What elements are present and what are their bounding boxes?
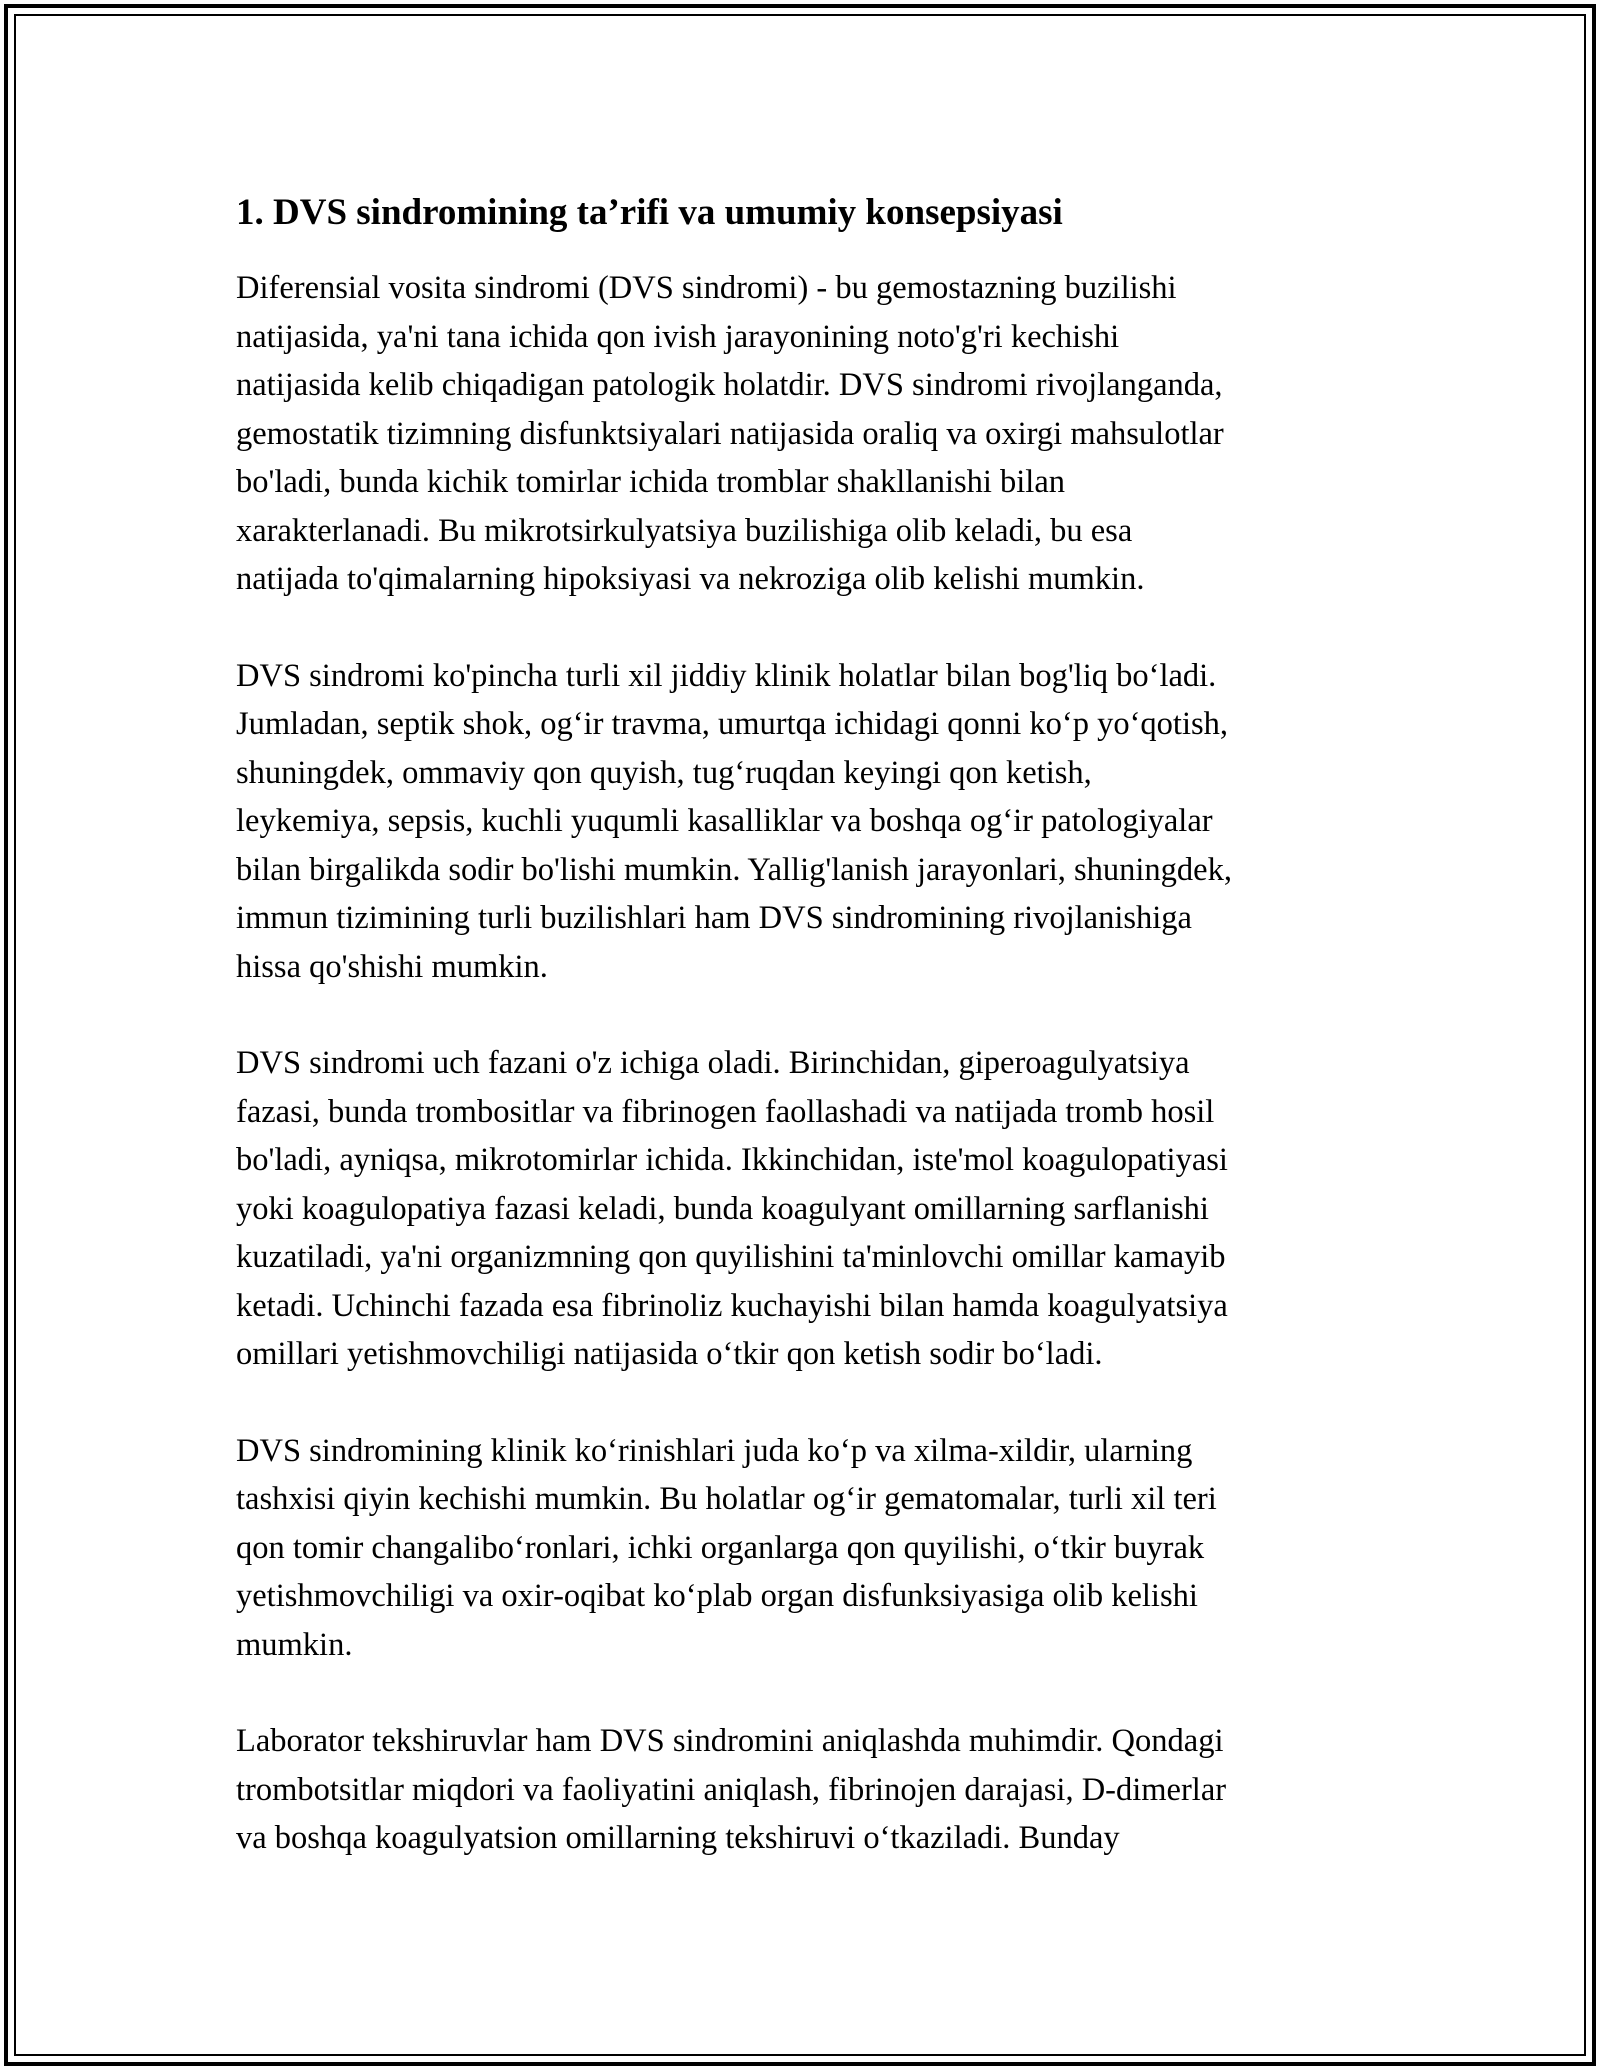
text-line: natijasida kelib chiqadigan patologik holatdir. DVS sindromi rivojlanganda, — [236, 367, 1223, 403]
text-line: ketadi. Uchinchi fazada esa fibrinoliz kuchayishi bilan hamda koagulyatsiya — [236, 1287, 1228, 1324]
paragraph-phases — [236, 1039, 1366, 1379]
text-line: Jumladan, septik shok, og‘ir travma, umurtqa ichidagi qonni ko‘p yo‘qotish, — [236, 706, 1228, 742]
document-body — [236, 186, 1366, 1911]
text-line: DVS sindromi uch fazani o'z ichiga oladi. Birinchidan, giperoagulyatsiya — [236, 1045, 1190, 1081]
text-line: va boshqa koagulyatsion omillarning tekshiruvi o‘tkaziladi. Bunday — [236, 1820, 1120, 1856]
text-line: omillari yetishmovchiligi natijasida o‘tkir qon ketish sodir bo‘ladi. — [236, 1336, 1103, 1372]
text-line: tashxisi qiyin kechishi mumkin. Bu holatlar og‘ir gematomalar, turli xil teri — [236, 1481, 1217, 1517]
text-line: yoki koagulopatiya fazasi keladi, bunda koagulyant omillarning sarflanishi — [236, 1190, 1209, 1227]
text-line: yetishmovchiligi va oxir-oqibat ko‘plab organ disfunksiyasiga olib kelishi — [236, 1578, 1198, 1614]
text-line: xarakterlanadi. Bu mikrotsirkulyatsiya buzilishiga olib keladi, bu esa — [236, 512, 1133, 549]
text-line: trombotsitlar miqdori va faoliyatini aniqlash, fibrinojen darajasi, D-dimerlar — [236, 1771, 1227, 1808]
text-line: bo'ladi, ayniqsa, mikrotomirlar ichida. Ikkinchidan, iste'mol koagulopatiyasi — [236, 1142, 1228, 1178]
text-line: hissa qo'shishi mumkin. — [236, 948, 548, 985]
text-line: DVS sindromining klinik ko‘rinishlari juda ko‘p va xilma-xildir, ularning — [236, 1432, 1193, 1469]
section-heading: 1. DVS sindromining ta’rifi va umumiy konsepsiyasi — [236, 192, 1063, 233]
text-line: natijada to'qimalarning hipoksiyasi va nekroziga olib kelishi mumkin. — [236, 561, 1145, 597]
paragraph-definition — [236, 264, 1366, 604]
text-line: fazasi, bunda trombositlar va fibrinogen faollashadi va natijada tromb hosil — [236, 1093, 1215, 1130]
text-line: shuningdek, ommaviy qon quyish, tug‘ruqdan keyingi qon ketish, — [236, 754, 1092, 791]
text-line: kuzatiladi, ya'ni organizmning qon quyilishini ta'minlovchi omillar kamayib — [236, 1239, 1226, 1275]
text-line: leykemiya, sepsis, kuchli yuqumli kasalliklar va boshqa og‘ir patologiyalar — [236, 803, 1213, 839]
text-line: Diferensial vosita sindromi (DVS sindromi) - bu gemostazning buzilishi — [236, 270, 1177, 306]
paragraph-clinical-associations — [236, 652, 1366, 992]
text-line: immun tizimining turli buzilishlari ham DVS sindromining rivojlanishiga — [236, 900, 1192, 936]
text-line: bo'ladi, bunda kichik tomirlar ichida tromblar shakllanishi bilan — [236, 464, 1066, 500]
text-line: Laborator tekshiruvlar ham DVS sindromini aniqlashda muhimdir. Qondagi — [236, 1723, 1224, 1759]
text-line: qon tomir changalibo‘ronlari, ichki organlarga qon quyilishi, o‘tkir buyrak — [236, 1529, 1205, 1566]
paragraph-clinical-signs — [236, 1427, 1366, 1670]
text-line: bilan birgalikda sodir bo'lishi mumkin. Yallig'lanish jarayonlari, shuningdek, — [236, 851, 1232, 888]
text-line: gemostatik tizimning disfunktsiyalari natijasida oraliq va oxirgi mahsulotlar — [236, 415, 1224, 452]
paragraph-laboratory — [236, 1717, 1366, 1863]
text-line: DVS sindromi ko'pincha turli xil jiddiy klinik holatlar bilan bog'liq bo‘ladi. — [236, 657, 1217, 694]
text-line: natijasida, ya'ni tana ichida qon ivish jarayonining noto'g'ri kechishi — [236, 318, 1120, 355]
text-line: mumkin. — [236, 1626, 353, 1663]
